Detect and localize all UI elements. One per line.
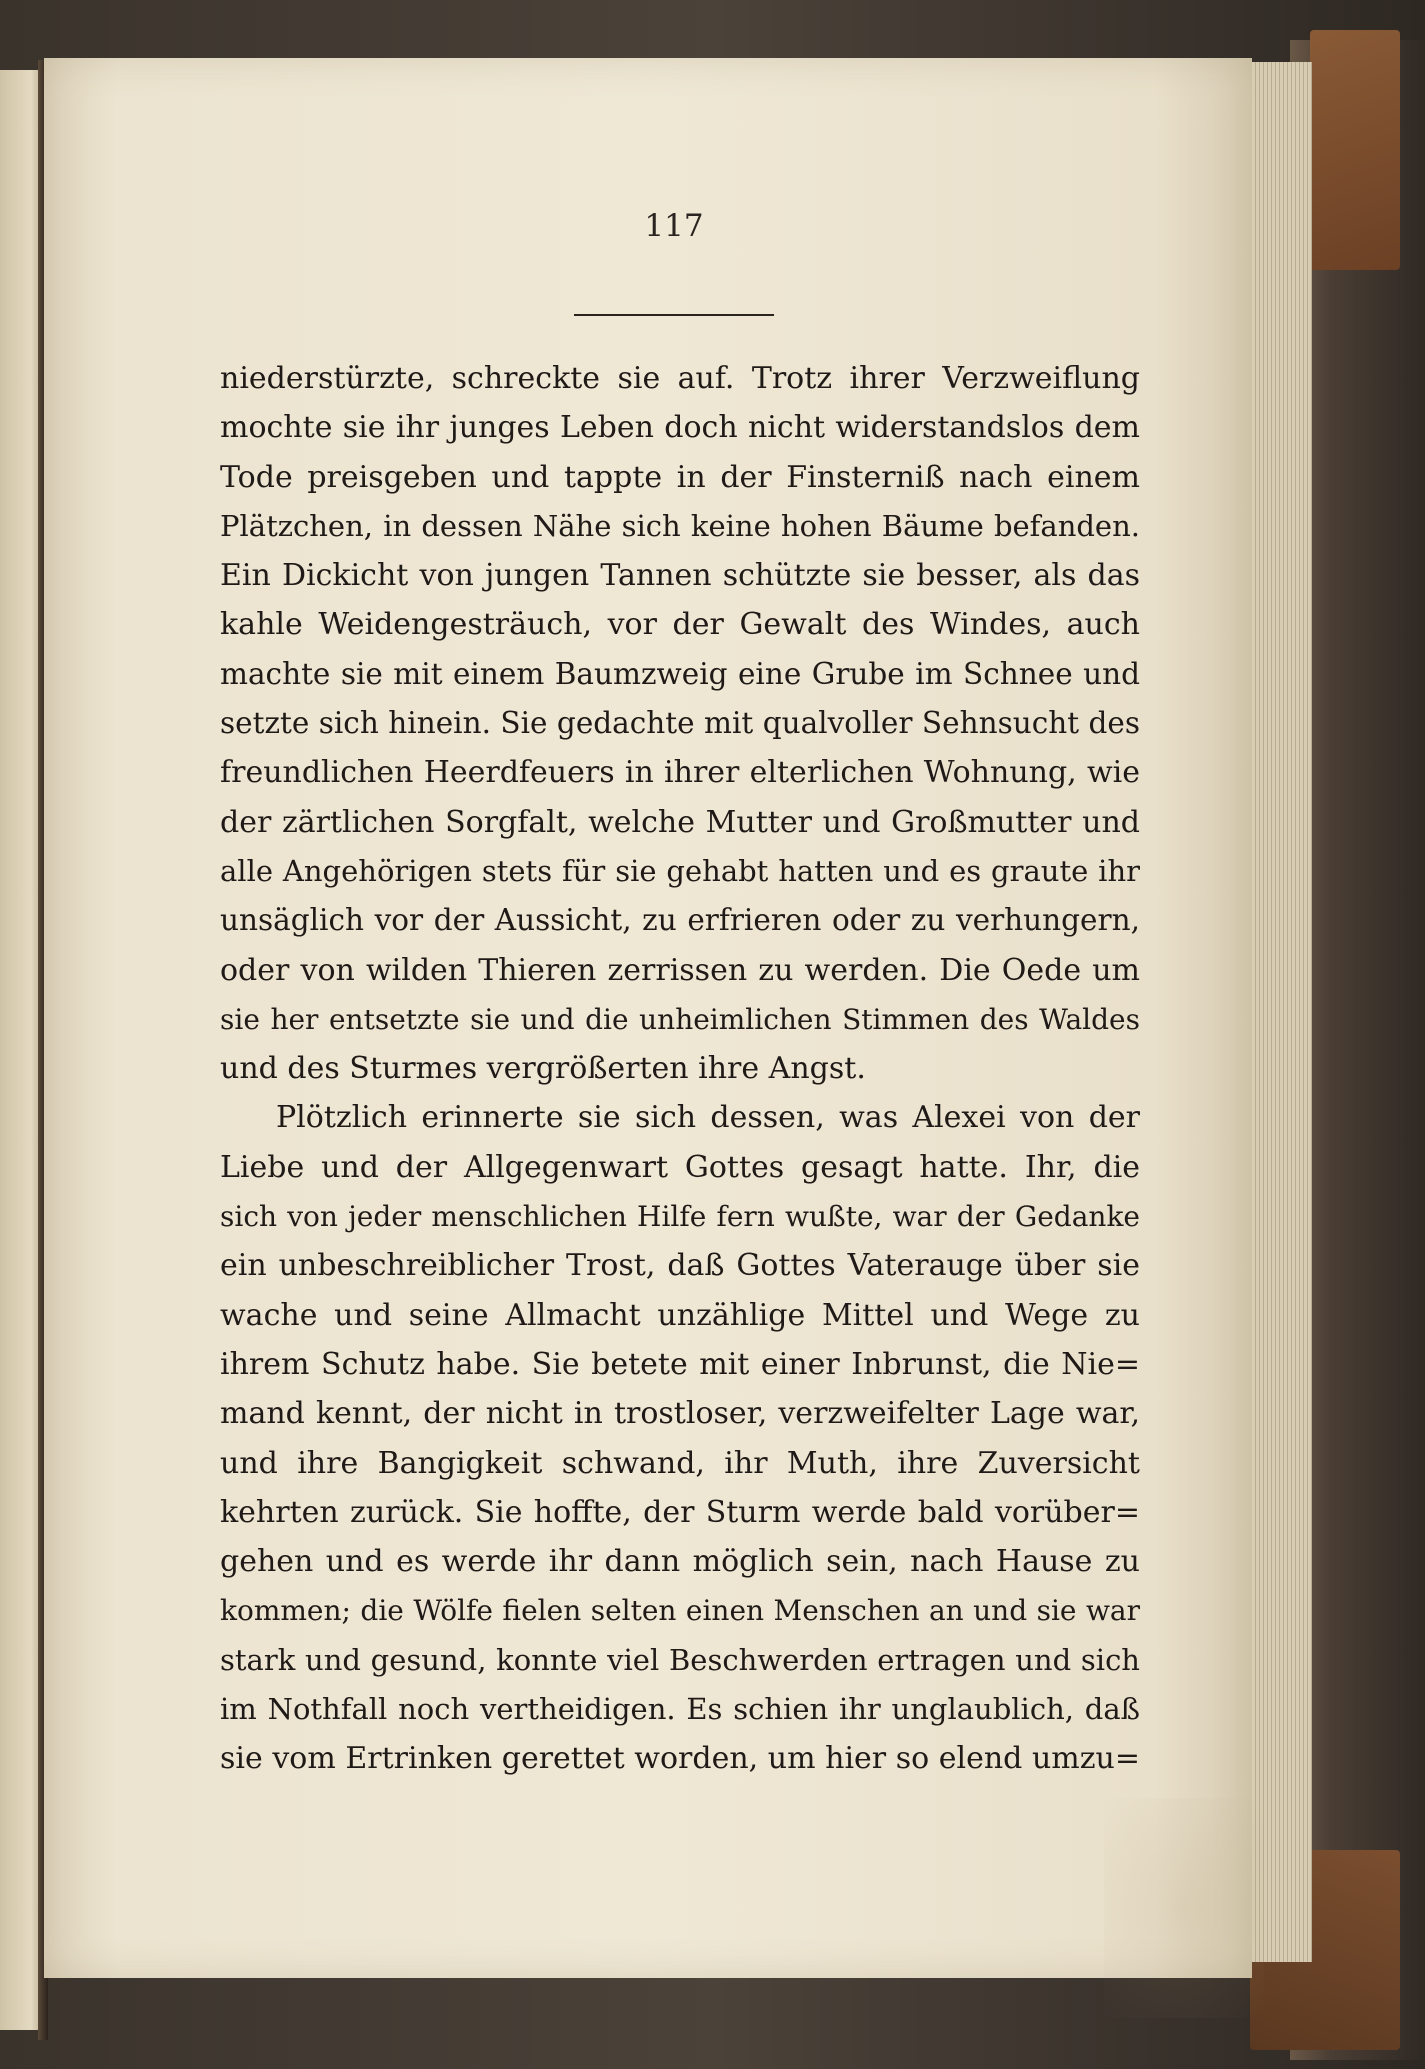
- header-rule: [574, 314, 774, 316]
- text-line: machte sie mit einem Baumzweig eine Grube im Schnee und: [220, 656, 1140, 691]
- text-line: im Nothfall noch vertheidigen. Es schien ihr unglaublich, daß: [220, 1692, 1140, 1727]
- paragraph: [220, 354, 1140, 1093]
- text-line: ihrem Schutz habe. Sie betete mit einer Inbrunst, die Nie=: [220, 1346, 1140, 1382]
- body-text: [220, 354, 1140, 1784]
- text-line: und des Sturmes vergrößerten ihre Angst.: [220, 1051, 866, 1087]
- text-line: unsäglich vor der Aussicht, zu erfrieren oder zu verhungern,: [220, 903, 1140, 938]
- paper-stain: [1104, 1798, 1264, 2018]
- text-line: Ein Dickicht von jungen Tannen schützte sie besser, als das: [220, 558, 1140, 594]
- text-line: Plötzlich erinnerte sie sich dessen, was Alexei von der: [276, 1100, 1140, 1136]
- text-line: stark und gesund, konnte viel Beschwerden ertragen und sich: [220, 1642, 1140, 1677]
- text-line: sie vom Ertrinken gerettet worden, um hier so elend umzu=: [220, 1741, 1140, 1777]
- text-line: Plätzchen, in dessen Nähe sich keine hohen Bäume befanden.: [220, 508, 1140, 543]
- cover-corner-top: [1310, 30, 1400, 270]
- text-line: alle Angehörigen stets für sie gehabt hatten und es graute ihr: [220, 853, 1140, 888]
- text-line: sie her entsetzte sie und die unheimlichen Stimmen des Waldes: [220, 1002, 1140, 1036]
- text-line: freundlichen Heerdfeuers in ihrer elterlichen Wohnung, wie: [220, 755, 1140, 791]
- page-number: 117: [644, 208, 704, 244]
- text-line: der zärtlichen Sorgfalt, welche Mutter und Großmutter und: [220, 804, 1140, 840]
- text-line: kahle Weidengesträuch, vor der Gewalt des Windes, auch: [220, 607, 1140, 643]
- text-line: und ihre Bangigkeit schwand, ihr Muth, ihre Zuversicht: [220, 1445, 1140, 1481]
- text-line: sich von jeder menschlichen Hilfe fern wußte, war der Gedanke: [220, 1200, 1140, 1234]
- text-line: wache und seine Allmacht unzählige Mittel und Wege zu: [220, 1297, 1140, 1333]
- text-line: Tode preisgeben und tappte in der Finsterniß nach einem: [220, 459, 1140, 495]
- text-line: setzte sich hinein. Sie gedachte mit qualvoller Sehnsucht des: [220, 706, 1140, 741]
- text-line: mochte sie ihr junges Leben doch nicht widerstandslos dem: [220, 410, 1140, 446]
- text-line: Liebe und der Allgegenwart Gottes gesagt hatte. Ihr, die: [220, 1149, 1140, 1185]
- text-line: oder von wilden Thieren zerrissen zu werden. Die Oede um: [220, 952, 1140, 988]
- text-line: gehen und es werde ihr dann möglich sein, nach Hause zu: [220, 1544, 1140, 1580]
- text-line: kommen; die Wölfe fielen selten einen Menschen an und sie war: [220, 1594, 1140, 1628]
- book-page: [44, 58, 1252, 1978]
- paragraph: [220, 1093, 1140, 1783]
- text-line: mand kennt, der nicht in trostloser, verzweifelter Lage war,: [220, 1396, 1140, 1432]
- text-line: kehrten zurück. Sie hoffte, der Sturm werde bald vorüber=: [220, 1494, 1140, 1530]
- text-line: niederstürzte, schreckte sie auf. Trotz ihrer Verzweiflung: [220, 361, 1140, 396]
- text-line: ein unbeschreiblicher Trost, daß Gottes Vaterauge über sie: [220, 1248, 1140, 1284]
